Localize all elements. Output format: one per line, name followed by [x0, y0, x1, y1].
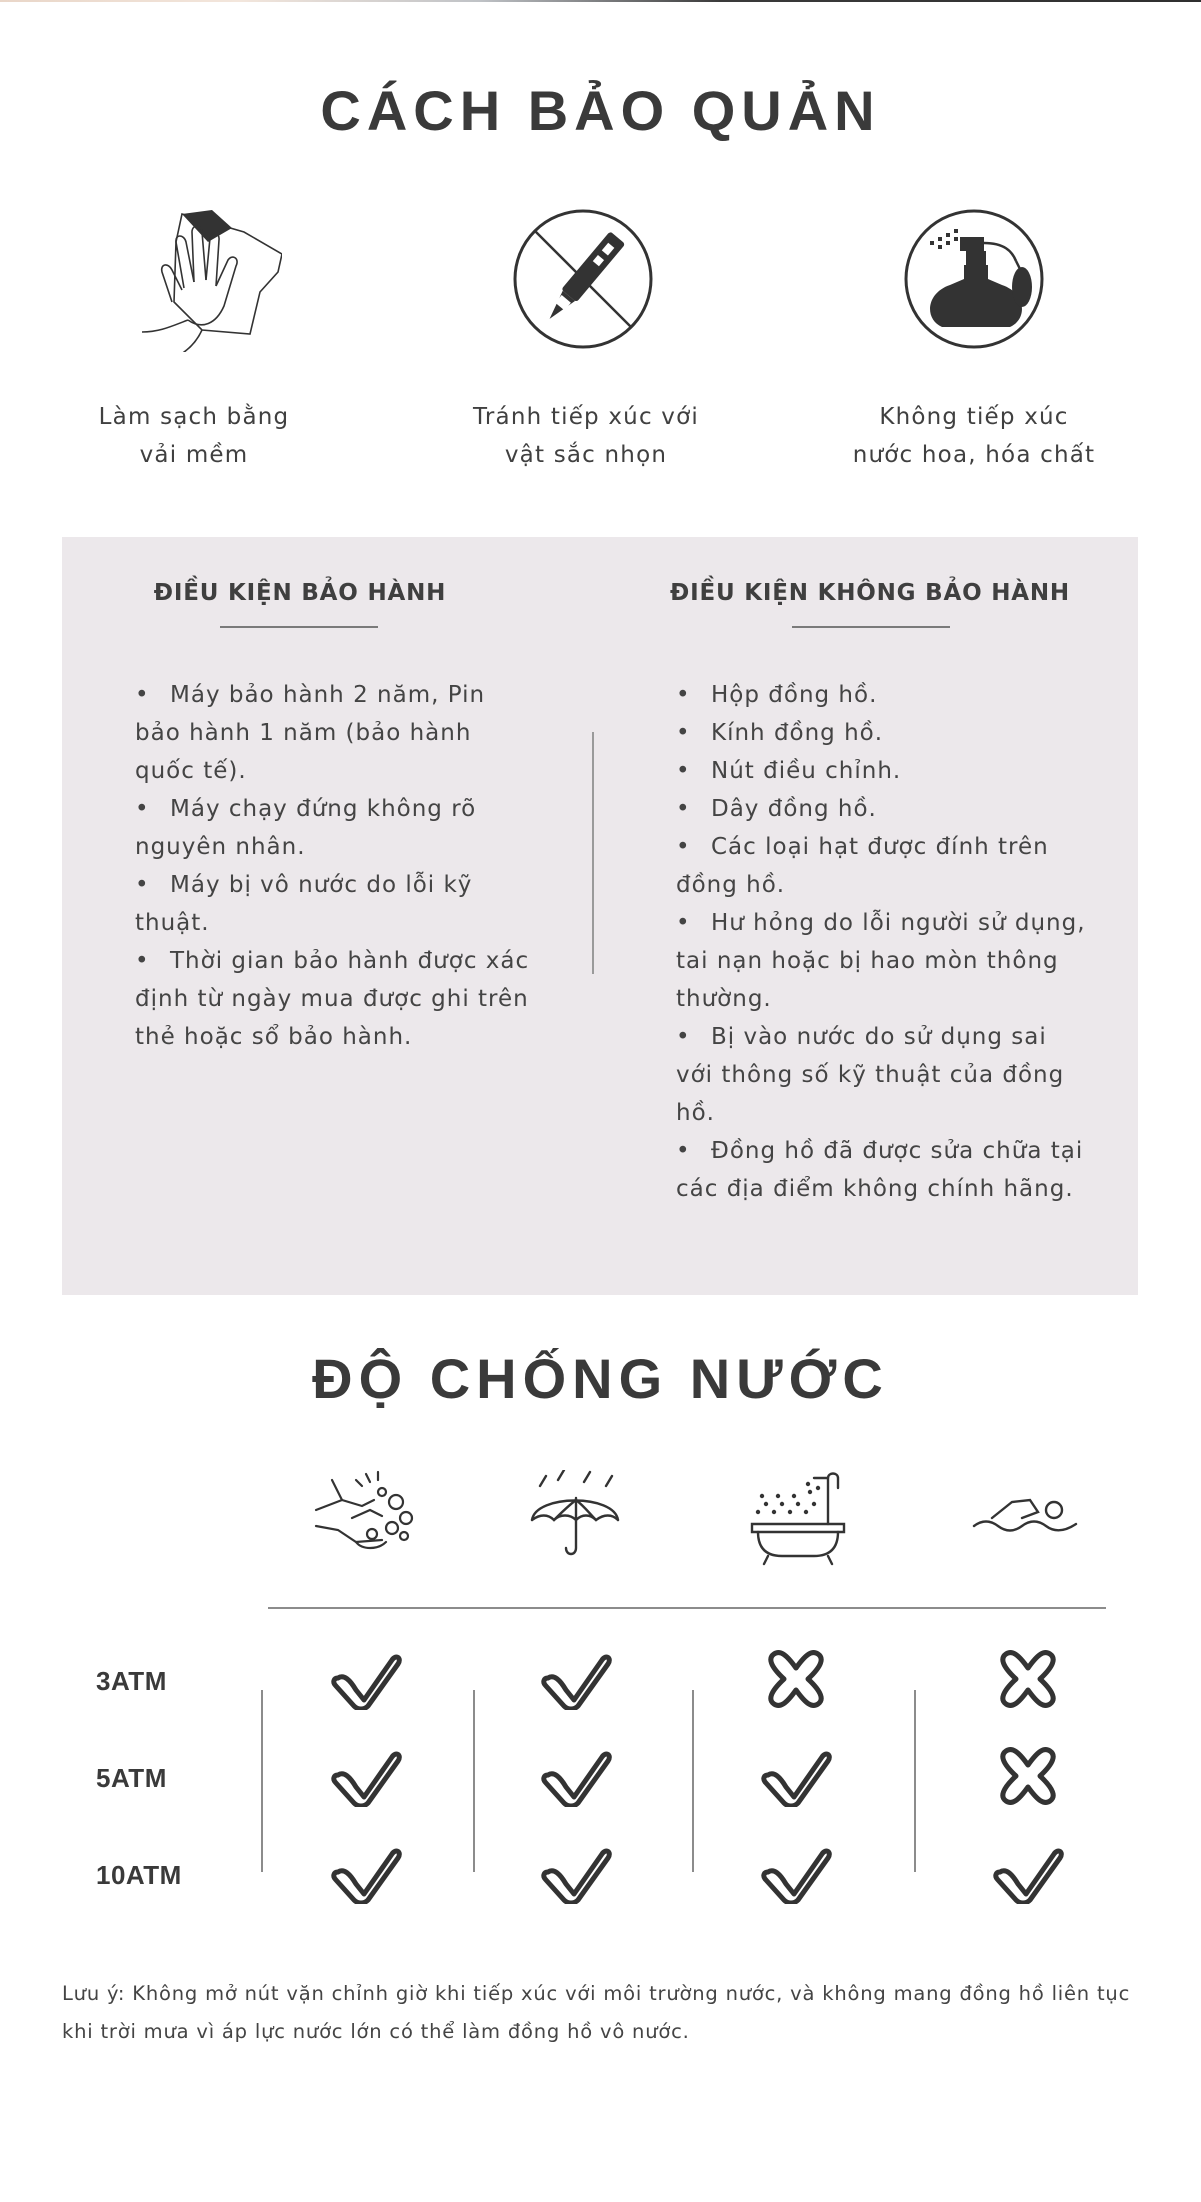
- warranty-covered-underline: [220, 626, 378, 628]
- list-item: • Hư hỏng do lỗi người sử dụng, tai nạn hoặc bị hao mòn thông thường.: [676, 904, 1086, 1018]
- list-item: • Các loại hạt được đính trên đồng hồ.: [676, 828, 1086, 904]
- row-label-10atm: 10ATM: [96, 1860, 182, 1890]
- care-label-1: [34, 398, 354, 474]
- care-label-1-line2: vải mềm: [139, 442, 249, 468]
- check-icon: [760, 1745, 832, 1807]
- list-item: • Máy chạy đứng không rõ nguyên nhân.: [135, 790, 535, 866]
- column-divider: [261, 1690, 263, 1872]
- check-icon: [540, 1648, 612, 1710]
- cross-icon: [992, 1745, 1064, 1807]
- no-perfume-icon: [904, 207, 1054, 357]
- note-line2: khi trời mưa vì áp lực nước lớn có thể làm đồng hồ vô nước.: [62, 2020, 690, 2043]
- care-label-3-line1: Không tiếp xúc: [879, 404, 1069, 430]
- water-title: ĐỘ CHỐNG NƯỚC: [312, 1347, 889, 1410]
- list-item: • Dây đồng hồ.: [676, 790, 1086, 828]
- list-item: • Nút điều chỉnh.: [676, 752, 1086, 790]
- column-divider: [692, 1690, 694, 1872]
- check-icon: [540, 1842, 612, 1904]
- check-icon: [330, 1745, 402, 1807]
- water-table-rule: [268, 1607, 1106, 1609]
- check-icon: [760, 1842, 832, 1904]
- care-label-1-line1: Làm sạch bằng: [98, 404, 290, 430]
- list-item: • Đồng hồ đã được sửa chữa tại các địa điểm không chính hãng.: [676, 1132, 1086, 1208]
- care-title: CÁCH BẢO QUẢN: [320, 79, 881, 142]
- check-icon: [992, 1842, 1064, 1904]
- umbrella-rain-icon: [526, 1470, 626, 1562]
- list-item: • Hộp đồng hồ.: [676, 676, 1086, 714]
- care-label-3-line2: nước hoa, hóa chất: [852, 442, 1096, 468]
- cross-icon: [760, 1648, 832, 1710]
- wipe-cloth-hand-icon: [132, 202, 282, 352]
- note-line1: Lưu ý: Không mở nút vặn chỉnh giờ khi tiếp xúc với môi trường nước, và không mang đồng hồ liên tục: [62, 1982, 1131, 2005]
- row-label-5atm: 5ATM: [96, 1763, 167, 1793]
- bathtub-shower-icon: [748, 1468, 848, 1566]
- warranty-not-covered-title: ĐIỀU KIỆN KHÔNG BẢO HÀNH: [670, 580, 1070, 606]
- warranty-not-covered-underline: [792, 626, 950, 628]
- care-label-2: [426, 398, 746, 474]
- care-label-2-line1: Tránh tiếp xúc với: [473, 404, 699, 430]
- check-icon: [540, 1745, 612, 1807]
- list-item: • Bị vào nước do sử dụng sai với thông số kỹ thuật của đồng hồ.: [676, 1018, 1086, 1132]
- row-label-3atm: 3ATM: [96, 1666, 167, 1696]
- list-item: • Thời gian bảo hành được xác định từ ngày mua được ghi trên thẻ hoặc sổ bảo hành.: [135, 942, 535, 1056]
- care-label-3: [814, 398, 1134, 474]
- list-item: • Máy bảo hành 2 năm, Pin bảo hành 1 năm (bảo hành quốc tế).: [135, 676, 535, 790]
- no-sharp-object-icon: [513, 207, 663, 357]
- list-item: • Máy bị vô nước do lỗi kỹ thuật.: [135, 866, 535, 942]
- hand-washing-icon: [312, 1470, 422, 1554]
- column-divider: [473, 1690, 475, 1872]
- cross-icon: [992, 1648, 1064, 1710]
- list-item: • Kính đồng hồ.: [676, 714, 1086, 752]
- warranty-covered-title: ĐIỀU KIỆN BẢO HÀNH: [153, 580, 447, 606]
- warranty-divider: [592, 732, 594, 974]
- top-accent-bar: [0, 0, 1201, 2]
- warranty-not-covered-list: [676, 676, 1086, 1208]
- swimming-icon: [972, 1490, 1082, 1540]
- warranty-covered-list: [135, 676, 535, 1056]
- column-divider: [914, 1690, 916, 1872]
- care-label-2-line2: vật sắc nhọn: [504, 442, 668, 468]
- check-icon: [330, 1842, 402, 1904]
- check-icon: [330, 1648, 402, 1710]
- note: [62, 1975, 1142, 2051]
